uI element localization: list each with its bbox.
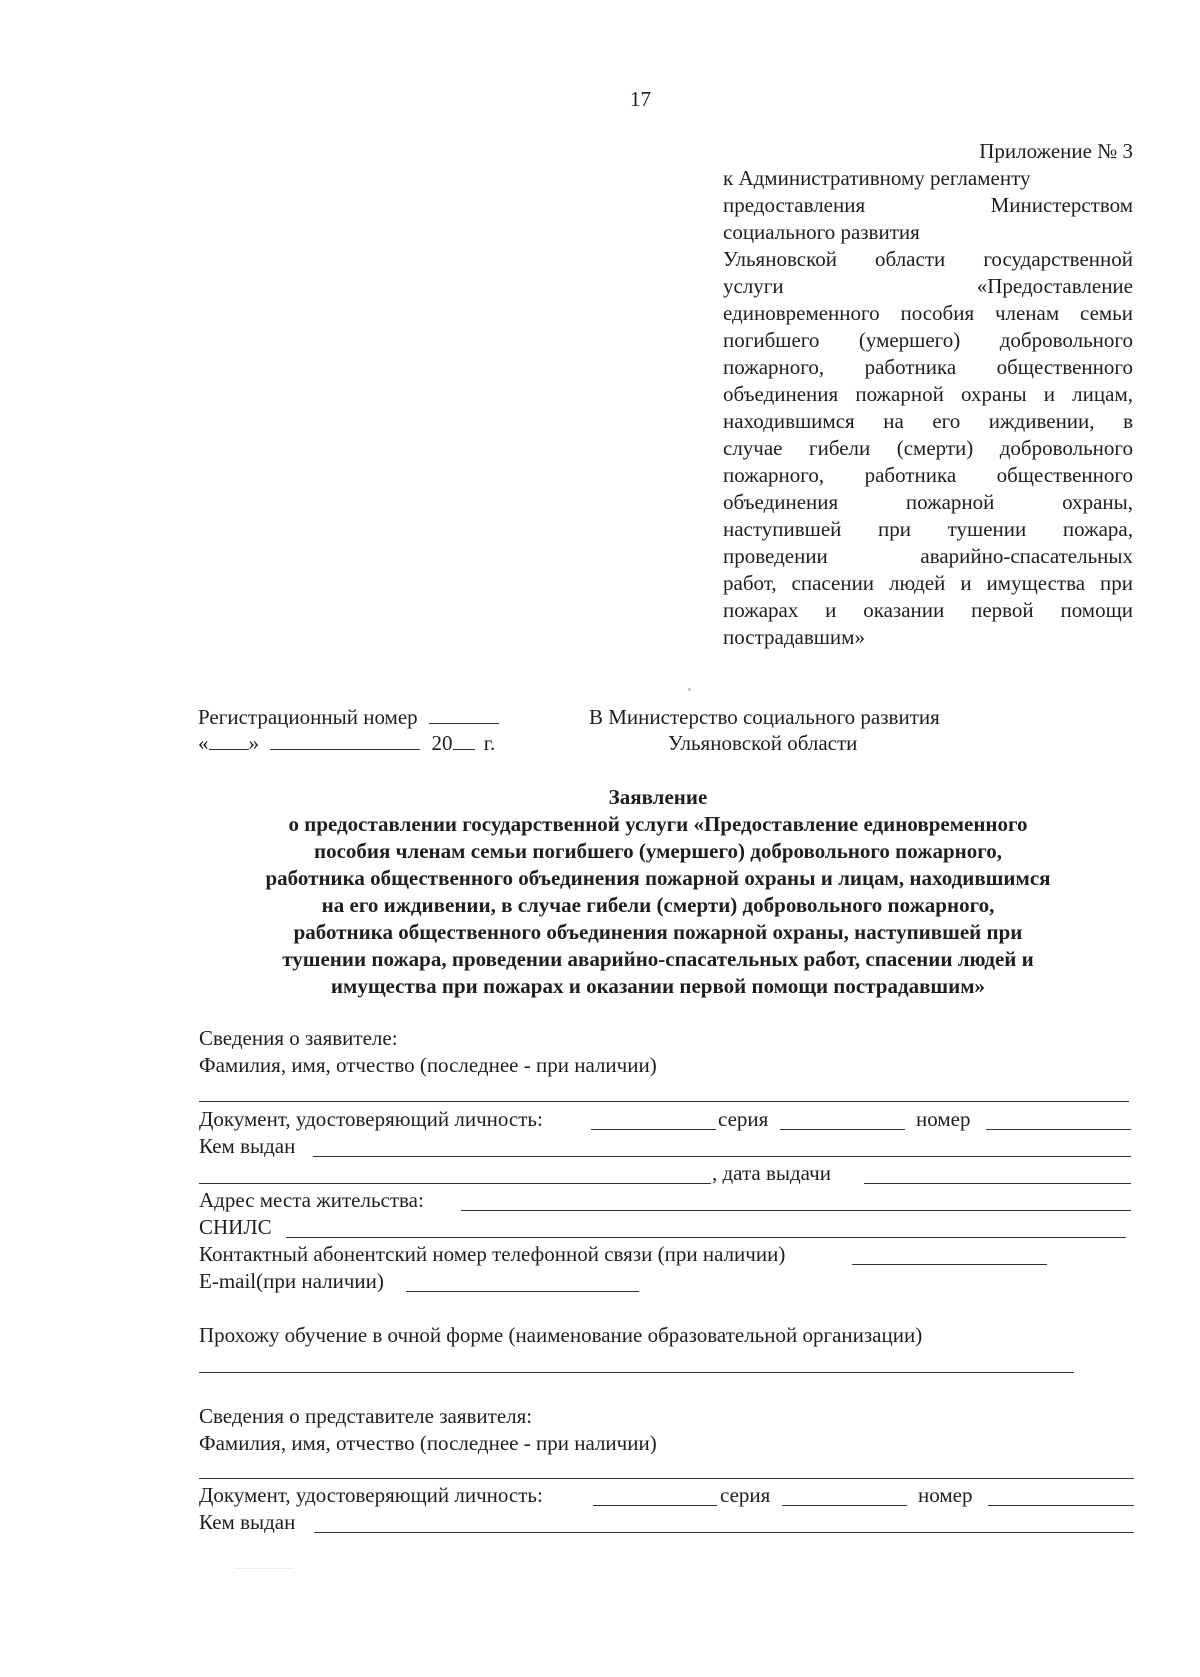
applicant-doc-type-field[interactable]	[591, 1129, 716, 1130]
appendix-line: пожарного, работника общественного	[723, 355, 1133, 379]
applicant-issue-date-label: , дата выдачи	[712, 1161, 831, 1185]
appendix-line: работ, спасении людей и имущества при	[723, 571, 1133, 595]
appendix-line: проведении аварийно-спасательных	[723, 544, 1133, 568]
appendix-line: предоставления Министерством	[723, 193, 1133, 217]
representative-section-label: Сведения о представителе заявителя:	[199, 1404, 533, 1428]
applicant-issued-by-label: Кем выдан	[199, 1134, 296, 1158]
appendix-line: наступившей при тушении пожара,	[723, 517, 1133, 541]
representative-issued-by-field[interactable]	[314, 1532, 1134, 1533]
representative-series-field[interactable]	[782, 1505, 907, 1506]
date-year-suffix: г.	[483, 731, 496, 755]
page-number: 17	[630, 87, 651, 111]
appendix-line: объединения пожарной охраны,	[723, 490, 1133, 514]
date-day-field[interactable]	[209, 731, 249, 750]
date-month-field[interactable]	[270, 731, 420, 750]
applicant-series-field[interactable]	[780, 1129, 905, 1130]
applicant-fio-label: Фамилия, имя, отчество (последнее - при наличии)	[199, 1053, 657, 1077]
appendix-number: Приложение № 3	[979, 139, 1133, 163]
scan-speck	[688, 688, 691, 691]
applicant-fio-field[interactable]	[199, 1101, 1129, 1102]
representative-issued-by-label: Кем выдан	[199, 1510, 296, 1534]
appendix-line: к Административному регламенту	[723, 166, 1031, 190]
appendix-line: находившимся на его иждивении, в	[723, 409, 1133, 433]
representative-series-label: серия	[720, 1483, 771, 1507]
appendix-line: пожарах и оказании первой помощи	[723, 598, 1133, 622]
title-line: тушении пожара, проведении аварийно-спасательных работ, спасении людей и	[282, 947, 1034, 971]
applicant-study-field[interactable]	[199, 1372, 1074, 1373]
date-close-quote: »	[248, 731, 259, 755]
registration-number-row	[198, 704, 499, 731]
applicant-section-label: Сведения о заявителе:	[199, 1026, 398, 1050]
representative-doc-label: Документ, удостоверяющий личность:	[199, 1483, 543, 1507]
applicant-issued-by-field-2[interactable]	[199, 1183, 711, 1184]
applicant-email-field[interactable]	[406, 1291, 639, 1292]
representative-number-label: номер	[918, 1483, 973, 1507]
appendix-line: погибшего (умершего) добровольного	[723, 328, 1133, 352]
applicant-phone-field[interactable]	[852, 1264, 1047, 1265]
applicant-number-label: номер	[916, 1107, 971, 1131]
scan-speck	[234, 1568, 294, 1569]
appendix-line: единовременного пособия членам семьи	[723, 301, 1133, 325]
applicant-issue-date-field[interactable]	[864, 1183, 1131, 1184]
applicant-snils-label: СНИЛС	[199, 1215, 272, 1239]
appendix-line: услуги «Предоставление	[723, 274, 1133, 298]
title-line: о предоставлении государственной услуги «Предоставление единовременного	[288, 812, 1028, 836]
appendix-line: социального развития	[723, 220, 920, 244]
title-line: имущества при пожарах и оказании первой помощи пострадавшим»	[330, 974, 986, 998]
representative-doc-type-field[interactable]	[593, 1505, 717, 1506]
applicant-address-label: Адрес места жительства:	[199, 1188, 424, 1212]
applicant-snils-field[interactable]	[286, 1237, 1126, 1238]
appendix-line: пожарного, работника общественного	[723, 463, 1133, 487]
representative-number-field[interactable]	[988, 1505, 1134, 1506]
applicant-issued-by-field[interactable]	[313, 1156, 1131, 1157]
addressee-line-1: В Министерство социального развития	[589, 705, 940, 729]
document-heading: Заявление	[608, 785, 708, 809]
applicant-address-field[interactable]	[461, 1210, 1131, 1211]
applicant-email-label: E-mail(при наличии)	[199, 1269, 384, 1293]
registration-number-field[interactable]	[429, 705, 499, 724]
date-year-prefix: 20	[431, 731, 453, 755]
appendix-line: случае гибели (смерти) добровольного	[723, 436, 1133, 460]
applicant-study-label: Прохожу обучение в очной форме (наименование образовательной организации)	[199, 1323, 923, 1347]
applicant-doc-label: Документ, удостоверяющий личность:	[199, 1107, 543, 1131]
registration-number-label: Регистрационный номер	[198, 705, 418, 729]
representative-fio-label: Фамилия, имя, отчество (последнее - при наличии)	[199, 1431, 657, 1455]
appendix-line: объединения пожарной охраны и лицам,	[723, 382, 1133, 406]
date-year-field[interactable]	[453, 731, 475, 750]
appendix-line: пострадавшим»	[723, 625, 865, 649]
addressee-line-2: Ульяновской области	[668, 731, 858, 755]
title-line: работника общественного объединения пожарной охраны, наступившей при	[293, 920, 1023, 944]
title-line: пособия членам семьи погибшего (умершего) добровольного пожарного,	[313, 839, 1003, 863]
title-line: работника общественного объединения пожарной охраны и лицам, находившимся	[265, 866, 1051, 890]
date-open-quote: «	[198, 731, 209, 755]
representative-fio-field[interactable]	[199, 1478, 1134, 1479]
title-line: на его иждивении, в случае гибели (смерти) добровольного пожарного,	[321, 893, 995, 917]
applicant-number-field[interactable]	[986, 1129, 1131, 1130]
appendix-line: Ульяновской области государственной	[723, 247, 1133, 271]
applicant-series-label: серия	[718, 1107, 769, 1131]
registration-date-row	[198, 730, 495, 757]
applicant-phone-label: Контактный абонентский номер телефонной связи (при наличии)	[199, 1242, 786, 1266]
